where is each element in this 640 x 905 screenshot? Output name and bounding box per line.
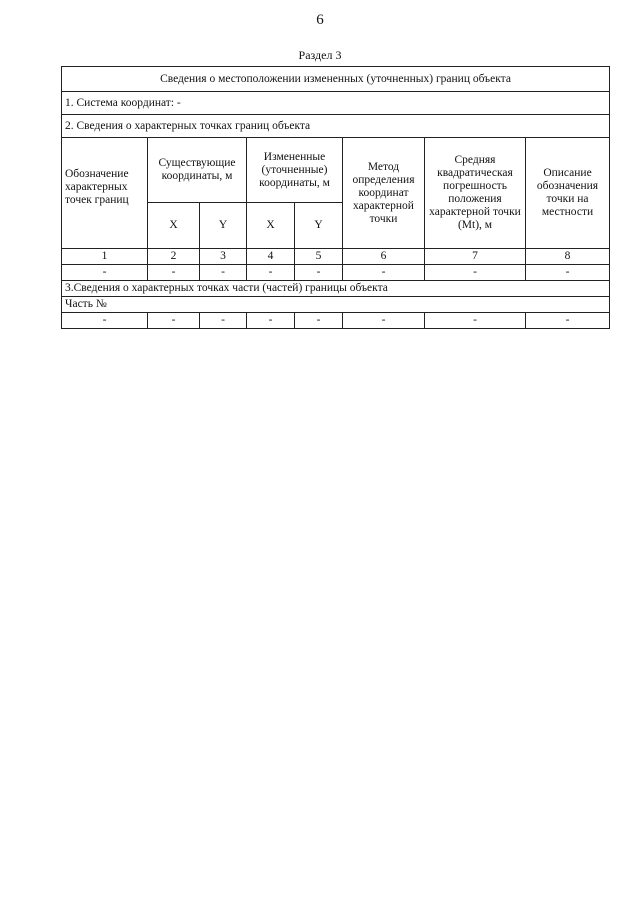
table-cell: 8 <box>526 249 610 265</box>
table-cell: - <box>62 265 148 281</box>
table-cell: - <box>425 313 526 329</box>
table-cell: 5 <box>295 249 343 265</box>
table-cell: - <box>62 313 148 329</box>
table-cell: - <box>526 265 610 281</box>
table-cell: - <box>343 313 425 329</box>
column-number-row <box>62 249 610 265</box>
col-designation: Обозначение характерных точек границ <box>62 138 148 249</box>
col-description: Описание обозначения точки на местности <box>526 138 610 249</box>
points-section-header: 2. Сведения о характерных точках границ объекта <box>62 115 610 138</box>
table-title: Сведения о местоположении измененных (уточненных) границ объекта <box>62 67 610 92</box>
col-changed-x: X <box>247 203 295 249</box>
page-number: 6 <box>316 12 324 28</box>
table-row <box>62 265 610 281</box>
col-changed-coords: Измененные (уточненные) координаты, м <box>247 138 343 203</box>
part-label-row: Часть № <box>62 297 610 313</box>
table-cell: 2 <box>148 249 200 265</box>
boundary-points-table <box>61 66 610 329</box>
table-cell: - <box>343 265 425 281</box>
col-existing-y: Y <box>200 203 247 249</box>
table-cell: 7 <box>425 249 526 265</box>
section-title: Раздел 3 <box>298 48 342 62</box>
table-cell: - <box>295 265 343 281</box>
table-cell: 4 <box>247 249 295 265</box>
col-error: Средняя квадратическая погрешность положения характерной точки (Mt), м <box>425 138 526 249</box>
table-cell: - <box>200 313 247 329</box>
col-existing-x: X <box>148 203 200 249</box>
coordinate-system-row: 1. Система координат: - <box>62 92 610 115</box>
table-cell: - <box>425 265 526 281</box>
table-row <box>62 313 610 329</box>
table-cell: - <box>148 265 200 281</box>
table-cell: - <box>247 313 295 329</box>
table-cell: - <box>526 313 610 329</box>
col-existing-coords: Существующие координаты, м <box>148 138 247 203</box>
table-cell: - <box>200 265 247 281</box>
table-cell: 3 <box>200 249 247 265</box>
col-method: Метод определения координат характерной точки <box>343 138 425 249</box>
table-cell: - <box>247 265 295 281</box>
table-cell: 6 <box>343 249 425 265</box>
col-changed-y: Y <box>295 203 343 249</box>
table-cell: - <box>148 313 200 329</box>
part-points-section-header: 3.Сведения о характерных точках части (частей) границы объекта <box>62 281 610 297</box>
table-cell: - <box>295 313 343 329</box>
table-cell: 1 <box>62 249 148 265</box>
